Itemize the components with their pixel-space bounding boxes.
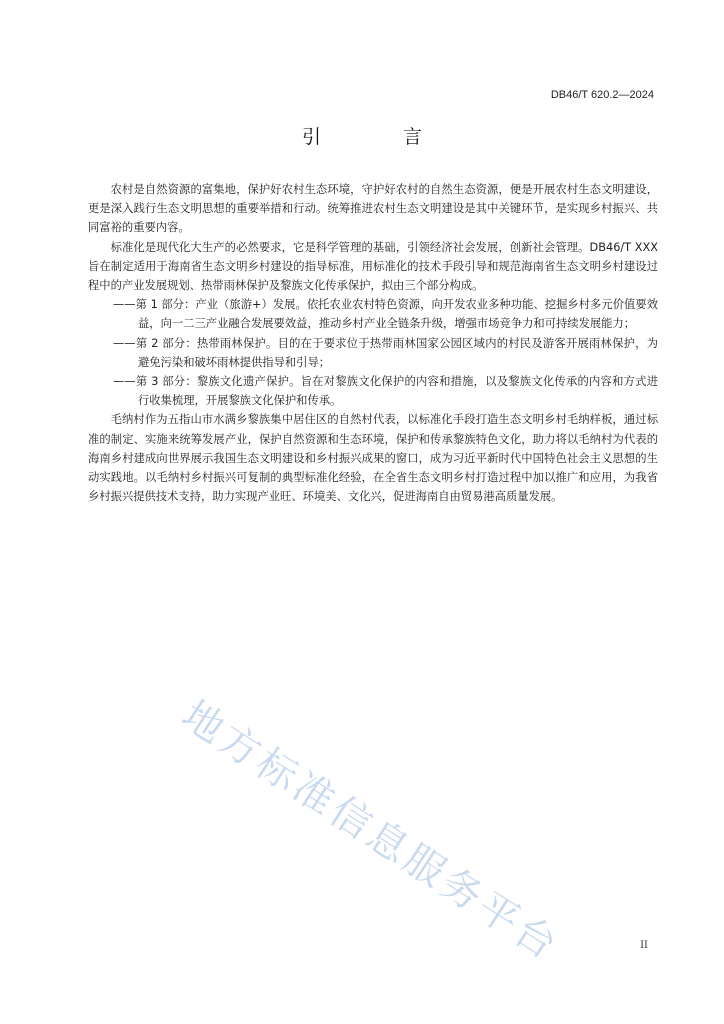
document-code: DB46/T 620.2—2024 — [550, 89, 654, 101]
page-number: II — [640, 940, 648, 951]
page-title: 引 言 — [301, 126, 461, 148]
list-item-part-3: ——第 3 部分：黎族文化遗产保护。旨在对黎族文化保护的内容和措施，以及黎族文化传承的内容和方式进行收集梳理，开展黎族文化保护和传承。 — [113, 375, 658, 408]
paragraph-2: 标准化是现代化大生产的必然要求，它是科学管理的基础，引领经济社会发展，创新社会管理。DB46/T XXX旨在制定适用于海南省生态文明乡村建设的指导标准，用标准化的技术手段引导和规范海南省生态文明乡村建设过程中的产业发展规划、热带雨林保护及黎族文化传承保护，拟由三个部分构成。 — [88, 240, 658, 293]
paragraph-1: 农村是自然资源的富集地，保护好农村生态环境，守护好农村的自然生态资源，便是开展农村生态文明建设，更是深入践行生态文明思想的重要举措和行动。统筹推进农村生态文明建设是其中关键环节，是实现乡村振兴、共同富裕的重要内容。 — [88, 183, 658, 235]
watermark: 地方标准信息服务平台 — [173, 692, 568, 971]
paragraph-3: 毛纳村作为五指山市水满乡黎族集中居住区的自然村代表，以标准化手段打造生态文明乡村毛纳样板，通过标准的制定、实施来统筹发展产业，保护自然资源和生态环境，保护和传承黎族特色文化，助力将以毛纳村为代表的海南乡村建成向世界展示我国生态文明建设和乡村振兴成果的窗口，成为习近平新时代中国特色社会主义思想的生动实践地。以毛纳村乡村振兴可复制的典型标准化经验，在全省生态文明乡村打造过程中加以推广和应用，为我省乡村振兴提供技术支持，助力实现产业旺、环境美、文化兴，促进海南自由贸易港高质量发展。 — [88, 413, 658, 504]
introduction-body — [88, 180, 658, 506]
list-item-part-2: ——第 2 部分：热带雨林保护。目的在于要求位于热带雨林国家公园区域内的村民及游客开展雨林保护，为避免污染和破坏雨林提供指导和引导； — [113, 336, 658, 369]
list-item-part-1: ——第 1 部分：产业（旅游+）发展。依托农业农村特色资源，向开发农业多种功能、挖掘乡村多元价值要效益，向一二三产业融合发展要效益，推动乡村产业全链条升级，增强市场竞争力和可持续发展能力； — [113, 298, 658, 331]
